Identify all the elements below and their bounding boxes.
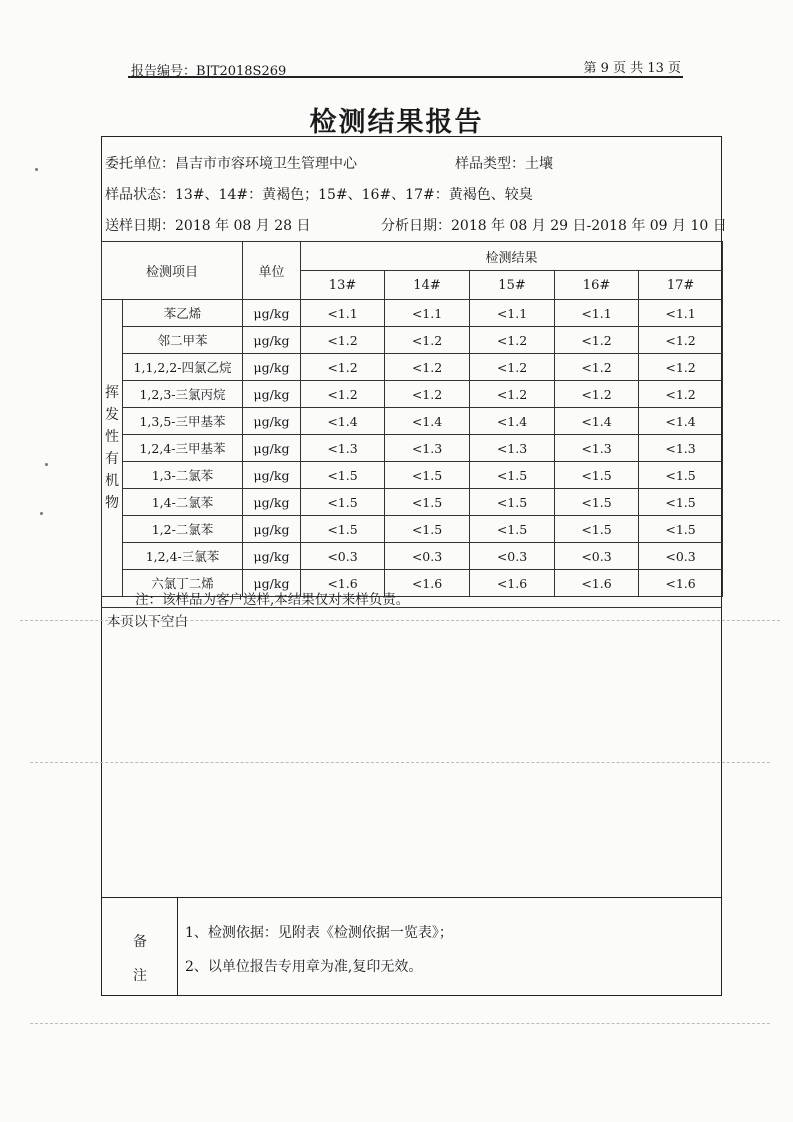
analysis-date-info: 分析日期：2018 年 08 月 29 日-2018 年 09 月 10 日 — [381, 218, 727, 234]
value-cell: <1.6 — [301, 570, 385, 597]
remark-line-1: 1、检测依据：见附表《检测依据一览表》； — [185, 925, 453, 941]
header-sample: 15# — [470, 271, 555, 300]
value-cell: <1.2 — [639, 381, 723, 408]
table-row — [102, 408, 723, 435]
item-cell: 邻二甲苯 — [123, 327, 243, 354]
sample-note: 注：该样品为客户送样,本结果仅对来样负责。 — [135, 592, 410, 608]
item-cell: 1,1,2,2-四氯乙烷 — [123, 354, 243, 381]
remarks-column-divider — [177, 897, 178, 996]
unit-cell: μg/kg — [243, 462, 301, 489]
value-cell: <1.3 — [385, 435, 470, 462]
value-cell: <1.2 — [385, 327, 470, 354]
header-unit: 单位 — [243, 242, 301, 300]
remarks-label-char-1: 备 — [133, 934, 147, 950]
scan-artifact-line — [30, 1023, 770, 1024]
table-row — [102, 300, 723, 327]
value-cell: <1.2 — [470, 354, 555, 381]
header-results: 检测结果 — [301, 242, 723, 271]
item-cell: 六氯丁二烯 — [123, 570, 243, 597]
value-cell: <1.2 — [639, 354, 723, 381]
value-cell: <1.6 — [385, 570, 470, 597]
unit-cell: μg/kg — [243, 516, 301, 543]
unit-cell: μg/kg — [243, 543, 301, 570]
value-cell: <1.5 — [639, 516, 723, 543]
remarks-divider — [101, 897, 722, 898]
value-cell: <1.2 — [555, 327, 639, 354]
report-header — [103, 53, 683, 79]
client-info: 委托单位：昌吉市市容环境卫生管理中心 — [105, 156, 357, 172]
unit-cell: μg/kg — [243, 381, 301, 408]
unit-cell: μg/kg — [243, 570, 301, 597]
item-cell: 1,2-二氯苯 — [123, 516, 243, 543]
table-row — [102, 489, 723, 516]
value-cell: <1.5 — [470, 489, 555, 516]
value-cell: <1.4 — [385, 408, 470, 435]
value-cell: <1.5 — [385, 516, 470, 543]
value-cell: <0.3 — [301, 543, 385, 570]
unit-cell: μg/kg — [243, 354, 301, 381]
unit-cell: μg/kg — [243, 408, 301, 435]
remarks-label-char-2: 注 — [133, 968, 147, 984]
value-cell: <1.4 — [301, 408, 385, 435]
value-cell: <1.5 — [555, 516, 639, 543]
header-sample: 14# — [385, 271, 470, 300]
scan-speck — [40, 512, 43, 515]
unit-cell: μg/kg — [243, 300, 301, 327]
item-cell: 1,2,4-三氯苯 — [123, 543, 243, 570]
category-cell: 挥发性有机物 — [102, 300, 123, 597]
header-divider — [128, 76, 683, 78]
sample-type-info: 样品类型：土壤 — [455, 156, 553, 172]
unit-cell: μg/kg — [243, 435, 301, 462]
value-cell: <1.5 — [555, 489, 639, 516]
item-cell: 1,4-二氯苯 — [123, 489, 243, 516]
remark-line-2: 2、以单位报告专用章为准,复印无效。 — [185, 959, 423, 975]
item-cell: 1,3,5-三甲基苯 — [123, 408, 243, 435]
table-row — [102, 327, 723, 354]
value-cell: <1.6 — [555, 570, 639, 597]
value-cell: <1.6 — [639, 570, 723, 597]
value-cell: <1.5 — [555, 462, 639, 489]
unit-cell: μg/kg — [243, 327, 301, 354]
report-number: 报告编号：BJT2018S269 — [131, 64, 287, 79]
value-cell: <1.3 — [639, 435, 723, 462]
value-cell: <0.3 — [470, 543, 555, 570]
results-table — [101, 241, 723, 597]
value-cell: <1.2 — [301, 354, 385, 381]
table-row — [102, 354, 723, 381]
header-sample: 17# — [639, 271, 723, 300]
remarks-label — [128, 925, 152, 993]
scan-speck — [45, 463, 48, 466]
table-row — [102, 543, 723, 570]
scan-artifact-line — [20, 620, 780, 621]
item-cell: 1,2,4-三甲基苯 — [123, 435, 243, 462]
value-cell: <1.1 — [301, 300, 385, 327]
scan-speck — [35, 168, 38, 171]
value-cell: <1.5 — [470, 516, 555, 543]
page-number: 第 9 页 共 13 页 — [583, 61, 681, 76]
value-cell: <0.3 — [555, 543, 639, 570]
blank-below-note: 本页以下空白 — [107, 614, 188, 630]
value-cell: <1.3 — [555, 435, 639, 462]
value-cell: <1.1 — [385, 300, 470, 327]
value-cell: <1.2 — [555, 354, 639, 381]
unit-cell: μg/kg — [243, 489, 301, 516]
value-cell: <1.3 — [301, 435, 385, 462]
value-cell: <1.4 — [555, 408, 639, 435]
value-cell: <1.5 — [385, 489, 470, 516]
value-cell: <1.2 — [385, 381, 470, 408]
table-row — [102, 381, 723, 408]
item-cell: 苯乙烯 — [123, 300, 243, 327]
table-header — [102, 242, 723, 300]
value-cell: <1.5 — [301, 462, 385, 489]
value-cell: <1.1 — [470, 300, 555, 327]
value-cell: <1.5 — [639, 462, 723, 489]
header-sample: 13# — [301, 271, 385, 300]
value-cell: <1.5 — [385, 462, 470, 489]
report-title: 检测结果报告 — [309, 107, 484, 138]
item-cell: 1,2,3-三氯丙烷 — [123, 381, 243, 408]
value-cell: <1.6 — [470, 570, 555, 597]
value-cell: <0.3 — [639, 543, 723, 570]
value-cell: <0.3 — [385, 543, 470, 570]
value-cell: <1.1 — [555, 300, 639, 327]
value-cell: <1.5 — [470, 462, 555, 489]
value-cell: <1.2 — [385, 354, 470, 381]
value-cell: <1.1 — [639, 300, 723, 327]
value-cell: <1.4 — [639, 408, 723, 435]
value-cell: <1.2 — [555, 381, 639, 408]
delivery-date-info: 送样日期：2018 年 08 月 28 日 — [105, 218, 311, 234]
value-cell: <1.5 — [639, 489, 723, 516]
value-cell: <1.5 — [301, 516, 385, 543]
value-cell: <1.2 — [301, 327, 385, 354]
value-cell: <1.2 — [470, 327, 555, 354]
value-cell: <1.4 — [470, 408, 555, 435]
table-row — [102, 435, 723, 462]
table-row — [102, 462, 723, 489]
item-cell: 1,3-二氯苯 — [123, 462, 243, 489]
table-row — [102, 516, 723, 543]
value-cell: <1.2 — [639, 327, 723, 354]
scan-artifact-line — [30, 762, 770, 763]
header-sample: 16# — [555, 271, 639, 300]
value-cell: <1.2 — [301, 381, 385, 408]
sample-state-info: 样品状态：13#、14#：黄褐色；15#、16#、17#：黄褐色、较臭 — [105, 187, 533, 203]
value-cell: <1.5 — [301, 489, 385, 516]
header-item: 检测项目 — [102, 242, 243, 300]
value-cell: <1.3 — [470, 435, 555, 462]
value-cell: <1.2 — [470, 381, 555, 408]
